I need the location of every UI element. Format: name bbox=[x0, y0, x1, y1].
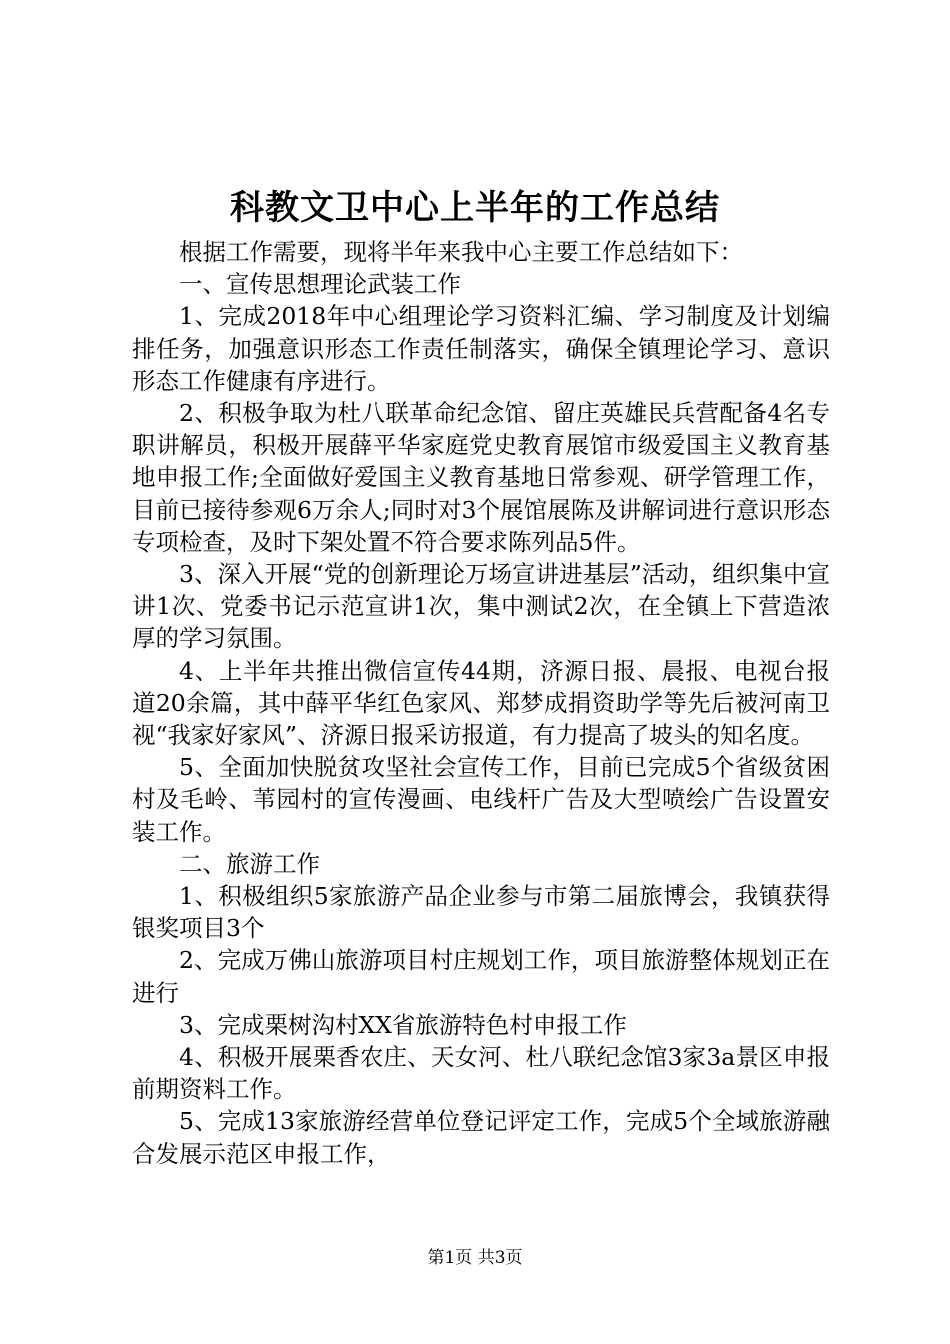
document-title: 科教文卫中心上半年的工作总结 bbox=[230, 188, 720, 228]
paragraph-item: 1、积极组织5家旅游产品企业参与市第二届旅博会，我镇获得银奖项目3个 bbox=[132, 882, 830, 943]
document-body bbox=[132, 236, 830, 1170]
paragraph-item: 2、完成万佛山旅游项目村庄规划工作，项目旅游整体规划正在进行 bbox=[132, 946, 830, 1007]
paragraph-item: 5、全面加快脱贫攻坚社会宣传工作，目前已完成5个省级贫困村及毛岭、苇园村的宣传漫画、电线杆广告及大型喷绘广告设置安装工作。 bbox=[132, 753, 830, 846]
paragraph-item: 3、深入开展“党的创新理论万场宣讲进基层”活动，组织集中宣讲1次、党委书记示范宣讲1次，集中测试2次，在全镇上下营造浓厚的学习氛围。 bbox=[132, 560, 830, 653]
intro-paragraph: 根据工作需要，现将半年来我中心主要工作总结如下： bbox=[179, 238, 743, 266]
section-heading-publicity: 一、宣传思想理论武装工作 bbox=[179, 270, 461, 299]
paragraph-item: 1、完成2018年中心组理论学习资料汇编、学习制度及计划编排任务，加强意识形态工作责任制落实，确保全镇理论学习、意识形态工作健康有序进行。 bbox=[132, 302, 830, 395]
paragraph-item: 3、完成栗树沟村XX省旅游特色村申报工作 bbox=[179, 1010, 627, 1039]
page-footer: 第1页 共3页 bbox=[427, 1248, 523, 1268]
paragraph-item: 4、积极开展栗香农庄、天女河、杜八联纪念馆3家3a景区申报前期资料工作。 bbox=[132, 1043, 830, 1104]
paragraph-item: 5、完成13家旅游经营单位登记评定工作，完成5个全域旅游融合发展示范区申报工作， bbox=[132, 1107, 830, 1168]
paragraph-item: 4、上半年共推出微信宣传44期，济源日报、晨报、电视台报道20余篇，其中薛平华红色家风、郑梦成捐资助学等先后被河南卫视“我家好家风”、济源日报采访报道，有力提高了坡头的知名度。 bbox=[132, 656, 830, 750]
paragraph-item: 2、积极争取为杜八联革命纪念馆、留庄英雄民兵营配备4名专职讲解员，积极开展薛平华家庭党史教育展馆市级爱国主义教育基地申报工作;全面做好爱国主义教育基地日常参观、研学管理工作，目前已接待参观6万余人;同时对3个展馆展陈及讲解词进行意识形态专项检查，及时下架处置不符合要求陈列品5件。 bbox=[132, 399, 830, 556]
section-heading-tourism: 二、旅游工作 bbox=[179, 849, 320, 878]
